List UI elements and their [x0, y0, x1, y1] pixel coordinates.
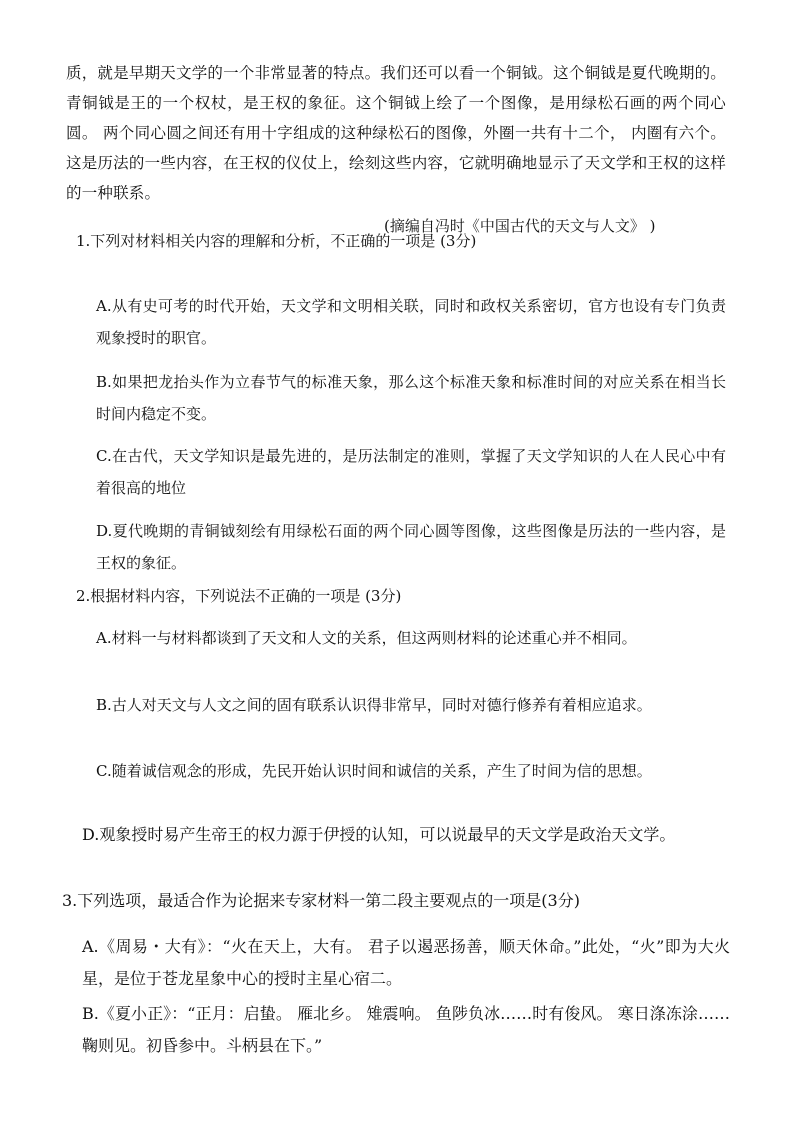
question-2-option-c: C.随着诚信观念的形成，先民开始认识时间和诚信的关系，产生了时间为信的思想。 — [96, 762, 652, 780]
question-3-option-a: A.《周易・大有》：“火在天上，大有。 君子以遏恶扬善，顺天休命。”此处，“火”即为大火星，是位于苍龙星象中心的授时主星心宿二。 — [82, 937, 730, 988]
question-3-option-b: B.《夏小正》：“正月：启蛰。 雁北乡。 雉震响。 鱼陟负冰……时有俊风。 寒日涤冻涂……鞠则见。初昏参中。斗柄县在下。” — [82, 1004, 730, 1055]
passage-source: (摘编自冯时《中国古代的天文与人文》 ) — [384, 217, 656, 235]
question-2-option-d: D.观象授时易产生帝王的权力源于伊授的认知，可以说最早的天文学是政治天文学。 — [82, 825, 676, 844]
passage-paragraph — [66, 58, 726, 208]
question-1-stem: 1.下列对材料相关内容的理解和分析，不正确的一项是 (3分) — [76, 232, 477, 250]
question-2-option-b: B.古人对天文与人文之间的固有联系认识得非常早，同时对德行修养有着相应追求。 — [96, 696, 652, 714]
question-1-option-d: D.夏代晚期的青铜钺刻绘有用绿松石面的两个同心圆等图像，这些图像是历法的一些内容，是王权的象征。 — [96, 522, 726, 572]
question-2-option-a: A.材料一与材料都谈到了天文和人文的关系，但这两则材料的论述重心并不相同。 — [96, 629, 637, 647]
question-1-option-b: B.如果把龙抬头作为立春节气的标准天象，那么这个标准天象和标准时间的对应关系在相当长时间内稳定不变。 — [96, 373, 726, 423]
question-1-option-c: C.在古代，天文学知识是最先进的，是历法制定的准则，掌握了天文学知识的人在人民心中有着很高的地位 — [96, 447, 726, 497]
passage-text: 质，就是早期天文学的一个非常显著的特点。我们还可以看一个铜钺。这个铜钺是夏代晚期的。青铜钺是王的一个权杖，是王权的象征。这个铜钺上绘了一个图像，是用绿松石画的两个同心圆。 两个同心圆之间还有用十字组成的这种绿松石的图像，外圈一共有十二个， 内圈有六个。 这是历法的一些内容，在王权的仪仗上，绘刻这些内容，它就明确地显示了天文学和王权的这样的一种联系。 — [66, 64, 726, 202]
question-3-stem: 3.下列选项，最适合作为论据来专家材料一第二段主要观点的一项是(3分) — [62, 891, 580, 910]
question-1-option-a: A.从有史可考的时代开始，天文学和文明相关联，同时和政权关系密切，官方也设有专门负责观象授时的职官。 — [96, 297, 726, 347]
question-2-stem: 2.根据材料内容，下列说法不正确的一项是 (3分) — [76, 587, 402, 605]
